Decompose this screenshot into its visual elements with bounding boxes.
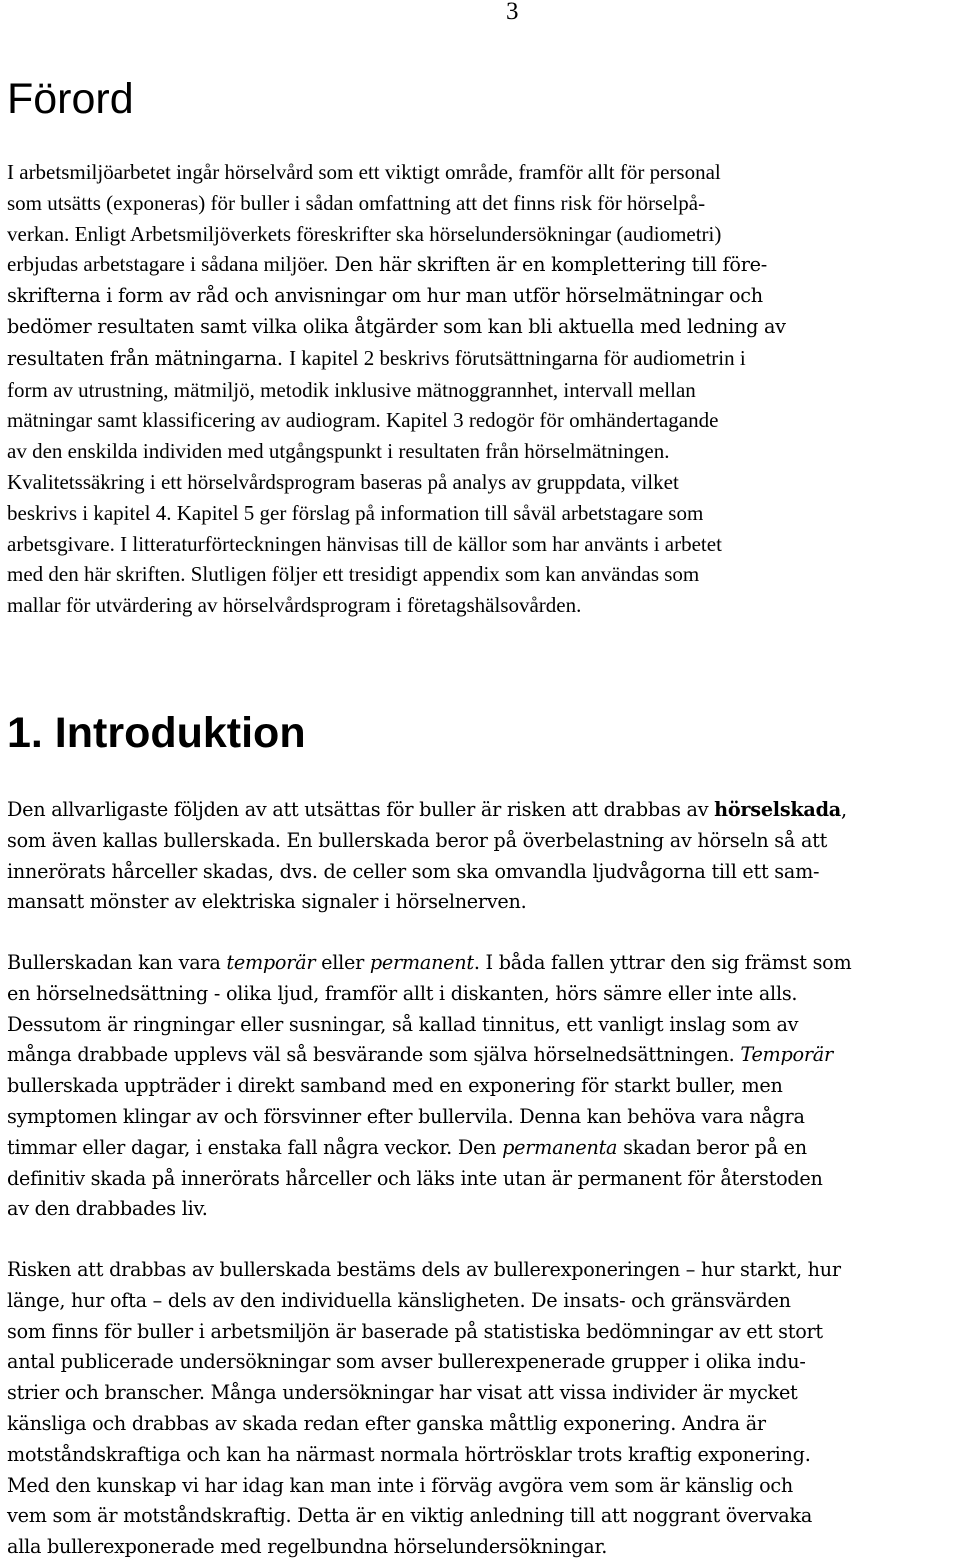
intro-line — [7, 948, 957, 979]
preface-line: med den här skriften. Slutligen följer ett tresidigt appendix som kan användas som — [7, 562, 700, 587]
intro-text: skadan beror på en — [617, 1135, 807, 1159]
intro-paragraph-1 — [7, 795, 957, 918]
intro-text: . I båda fallen yttrar den sig främst som — [473, 951, 852, 974]
key-term-bold: hörselskada — [714, 798, 841, 821]
intro-line: antal publicerade undersökningar som avser bullerexpenerade grupper i olika indu- — [7, 1350, 806, 1374]
preface-line-segment: I kapitel 2 beskrivs förutsättningarna för audiometrin i — [289, 345, 746, 370]
intro-line: bullerskada uppträder i direkt samband med en exponering för starkt buller, men — [7, 1074, 783, 1098]
key-term-italic: temporär — [226, 951, 316, 974]
introduction-heading: 1. Introduktion — [7, 709, 306, 757]
preface-line: som utsätts (exponeras) för buller i sådan omfattning att det finns risk för hörselpå- — [7, 190, 706, 215]
preface-line: form av utrustning, mätmiljö, metodik inklusive mätnoggrannhet, intervall mellan — [7, 377, 696, 402]
intro-line: av den drabbades liv. — [7, 1197, 208, 1221]
intro-line: känsliga och drabbas av skada redan efter ganska måttlig exponering. Andra är — [7, 1411, 766, 1435]
preface-line: mallar för utvärdering av hörselvårdsprogram i företagshälsovården. — [7, 593, 582, 618]
preface-line: mätningar samt klassificering av audiogram. Kapitel 3 redogör för omhändertagande — [7, 408, 719, 433]
key-term-italic: Temporär — [740, 1043, 833, 1067]
key-term-italic: permanenta — [502, 1135, 618, 1159]
preface-line-segment: Den här skriften är en komplettering till före- — [334, 253, 767, 277]
intro-text: Bullerskadan kan vara — [7, 951, 227, 974]
intro-line: mansatt mönster av elektriska signaler i hörselnerven. — [7, 890, 527, 914]
preface-line: I arbetsmiljöarbetet ingår hörselvård som ett viktigt område, framför allt för personal — [7, 160, 721, 184]
preface-line: arbetsgivare. I litteraturförteckningen hänvisas till de källor som har använts i arbetet — [7, 531, 722, 556]
preface-line: skrifterna i form av råd och anvisningar om hur man utför hörselmätningar och — [7, 284, 763, 308]
intro-line — [7, 1040, 957, 1071]
intro-line: innerörats hårceller skadas, dvs. de celler som ska omvandla ljudvågorna till ett sam- — [7, 859, 820, 883]
intro-line: Risken att drabbas av bullerskada bestäms dels av bullerexponeringen – hur starkt, hur — [7, 1258, 841, 1281]
preface-line-mixed — [7, 343, 957, 375]
intro-line: alla bullerexponerade med regelbundna hörselundersökningar. — [7, 1535, 608, 1559]
preface-line: av den enskilda individen med utgångspunkt i resultaten från hörselmätningen. — [7, 439, 670, 464]
intro-text: , — [840, 798, 847, 821]
intro-line: symptomen klingar av och försvinner efter bullervila. Denna kan behöva vara några — [7, 1104, 805, 1128]
intro-text: timmar eller dagar, i enstaka fall några veckor. Den — [7, 1135, 503, 1159]
intro-paragraph-2 — [7, 948, 957, 1225]
preface-line: beskrivs i kapitel 4. Kapitel 5 ger förslag på information till såväl arbetstagare som — [7, 500, 704, 525]
preface-line-segment: resultaten från mätningarna. — [7, 346, 283, 370]
intro-line: Med den kunskap vi har idag kan man inte i förväg avgöra vem som är känslig och — [7, 1473, 794, 1497]
preface-line: bedömer resultaten samt vilka olika åtgärder som kan bli aktuella med ledning av — [7, 314, 786, 338]
intro-line: som finns för buller i arbetsmiljön är baserade på statistiska bedömningar av ett stort — [7, 1319, 823, 1343]
intro-line: Dessutom är ringningar eller susningar, så kallad tinnitus, ett vanligt inslag som av — [7, 1012, 799, 1036]
intro-line — [7, 1133, 957, 1164]
preface-line: verkan. Enligt Arbetsmiljöverkets föreskrifter ska hörselundersökningar (audiometri) — [7, 221, 722, 246]
intro-line: som även kallas bullerskada. En bullerskada beror på överbelastning av hörseln så att — [7, 828, 828, 852]
intro-line: länge, hur ofta – dels av den individuella känsligheten. De insats- och gränsvärden — [7, 1288, 791, 1312]
intro-text: många drabbade upplevs väl så besvärande som själva hörselnedsättningen. — [7, 1043, 741, 1067]
intro-text: eller — [315, 951, 370, 974]
preface-line: Kvalitetssäkring i ett hörselvårdsprogram baseras på analys av gruppdata, vilket — [7, 469, 679, 494]
preface-paragraph — [7, 157, 957, 621]
intro-line — [7, 795, 957, 826]
preface-heading: Förord — [7, 75, 134, 123]
key-term-italic: permanent — [369, 951, 474, 974]
page-number: 3 — [506, 0, 519, 25]
intro-line: vem som är motståndskraftig. Detta är en viktig anledning till att noggrant övervaka — [7, 1504, 813, 1528]
preface-line-segment: erbjudas arbetstagare i sådana miljöer. — [7, 252, 329, 277]
intro-paragraph-3 — [7, 1255, 957, 1563]
intro-line: strier och branscher. Många undersökningar har visat att vissa individer är mycket — [7, 1381, 798, 1405]
preface-line-mixed — [7, 249, 957, 281]
intro-text: Den allvarligaste följden av att utsättas för buller är risken att drabbas av — [7, 798, 715, 821]
intro-line: en hörselnedsättning - olika ljud, framför allt i diskanten, hörs sämre eller inte alls. — [7, 981, 798, 1005]
intro-line: motståndskraftiga och kan ha närmast normala hörtrösklar trots kraftig exponering. — [7, 1442, 811, 1466]
intro-line: definitiv skada på innerörats hårceller och läks inte utan är permanent för återstoden — [7, 1166, 823, 1190]
